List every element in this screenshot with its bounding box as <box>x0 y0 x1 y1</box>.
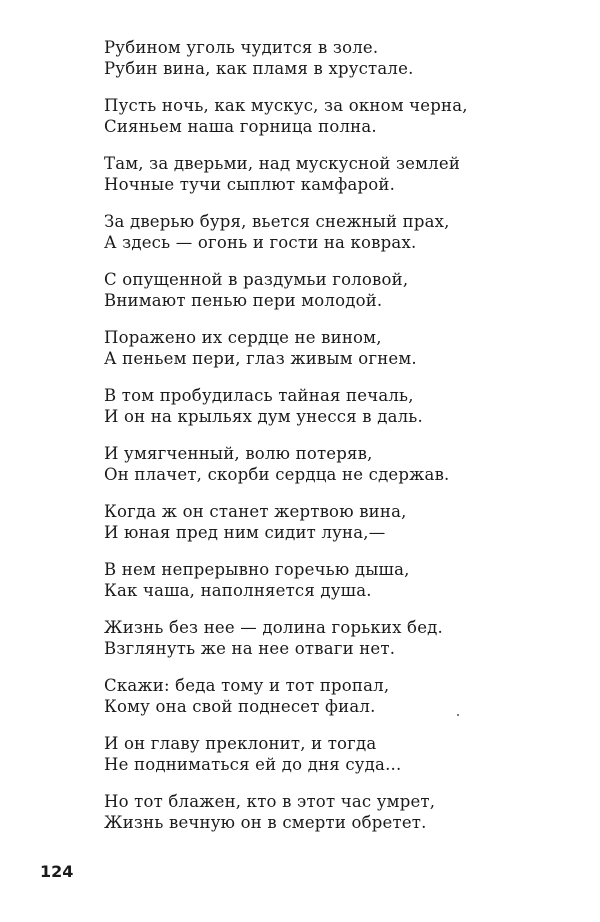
poem-line: И он главу преклонит, и тогда <box>104 734 377 753</box>
stanza <box>104 501 564 559</box>
print-speck <box>457 714 459 716</box>
poem-line: Сияньем наша горница полна. <box>104 117 377 136</box>
page-number: 124 <box>40 862 74 881</box>
stanza <box>104 269 564 327</box>
poem-line: Там, за дверьми, над мускусной землей <box>104 154 461 173</box>
poem-line: Скажи: беда тому и тот пропал, <box>104 676 390 695</box>
poem-line: Ночные тучи сыплют камфарой. <box>104 175 396 194</box>
poem-line: Поражено их сердце не вином, <box>104 328 382 347</box>
poem-line: Жизнь без нее — долина горьких бед. <box>104 618 443 637</box>
stanza <box>104 95 564 153</box>
poem-line: Как чаша, наполняется душа. <box>104 581 372 600</box>
stanza <box>104 559 564 617</box>
stanza <box>104 385 564 443</box>
stanza <box>104 37 564 95</box>
poem-line: Пусть ночь, как мускус, за окном черна, <box>104 96 468 115</box>
stanza <box>104 327 564 385</box>
poem-body <box>104 37 564 849</box>
stanza <box>104 443 564 501</box>
poem-line: И умягченный, волю потеряв, <box>104 444 373 463</box>
poem-line: И он на крыльях дум унесся в даль. <box>104 407 423 426</box>
poem-line: За дверью буря, вьется снежный прах, <box>104 212 450 231</box>
poem-line: А пеньем пери, глаз живым огнем. <box>104 349 417 368</box>
poem-line: Он плачет, скорби сердца не сдержав. <box>104 465 450 484</box>
stanza <box>104 675 564 733</box>
stanza <box>104 153 564 211</box>
poem-line: Взглянуть же на нее отваги нет. <box>104 639 396 658</box>
stanza <box>104 791 564 849</box>
poem-line: В том пробудилась тайная печаль, <box>104 386 414 405</box>
poem-line: Внимают пенью пери молодой. <box>104 291 383 310</box>
poem-line: Рубином уголь чудится в золе. <box>104 38 379 57</box>
poem-line: Не подниматься ей до дня суда... <box>104 755 402 774</box>
poem-line: С опущенной в раздумьи головой, <box>104 270 409 289</box>
poem-line: Рубин вина, как пламя в хрустале. <box>104 59 414 78</box>
stanza <box>104 733 564 791</box>
poem-line: В нем непрерывно горечью дыша, <box>104 560 410 579</box>
poem-line: А здесь — огонь и гости на коврах. <box>104 233 417 252</box>
stanza <box>104 617 564 675</box>
poem-line: И юная пред ним сидит луна,— <box>104 523 386 542</box>
poem-line: Жизнь вечную он в смерти обретет. <box>104 813 427 832</box>
poem-line: Кому она свой поднесет фиал. <box>104 697 376 716</box>
stanza <box>104 211 564 269</box>
poem-line: Но тот блажен, кто в этот час умрет, <box>104 792 436 811</box>
poem-line: Когда ж он станет жертвою вина, <box>104 502 407 521</box>
